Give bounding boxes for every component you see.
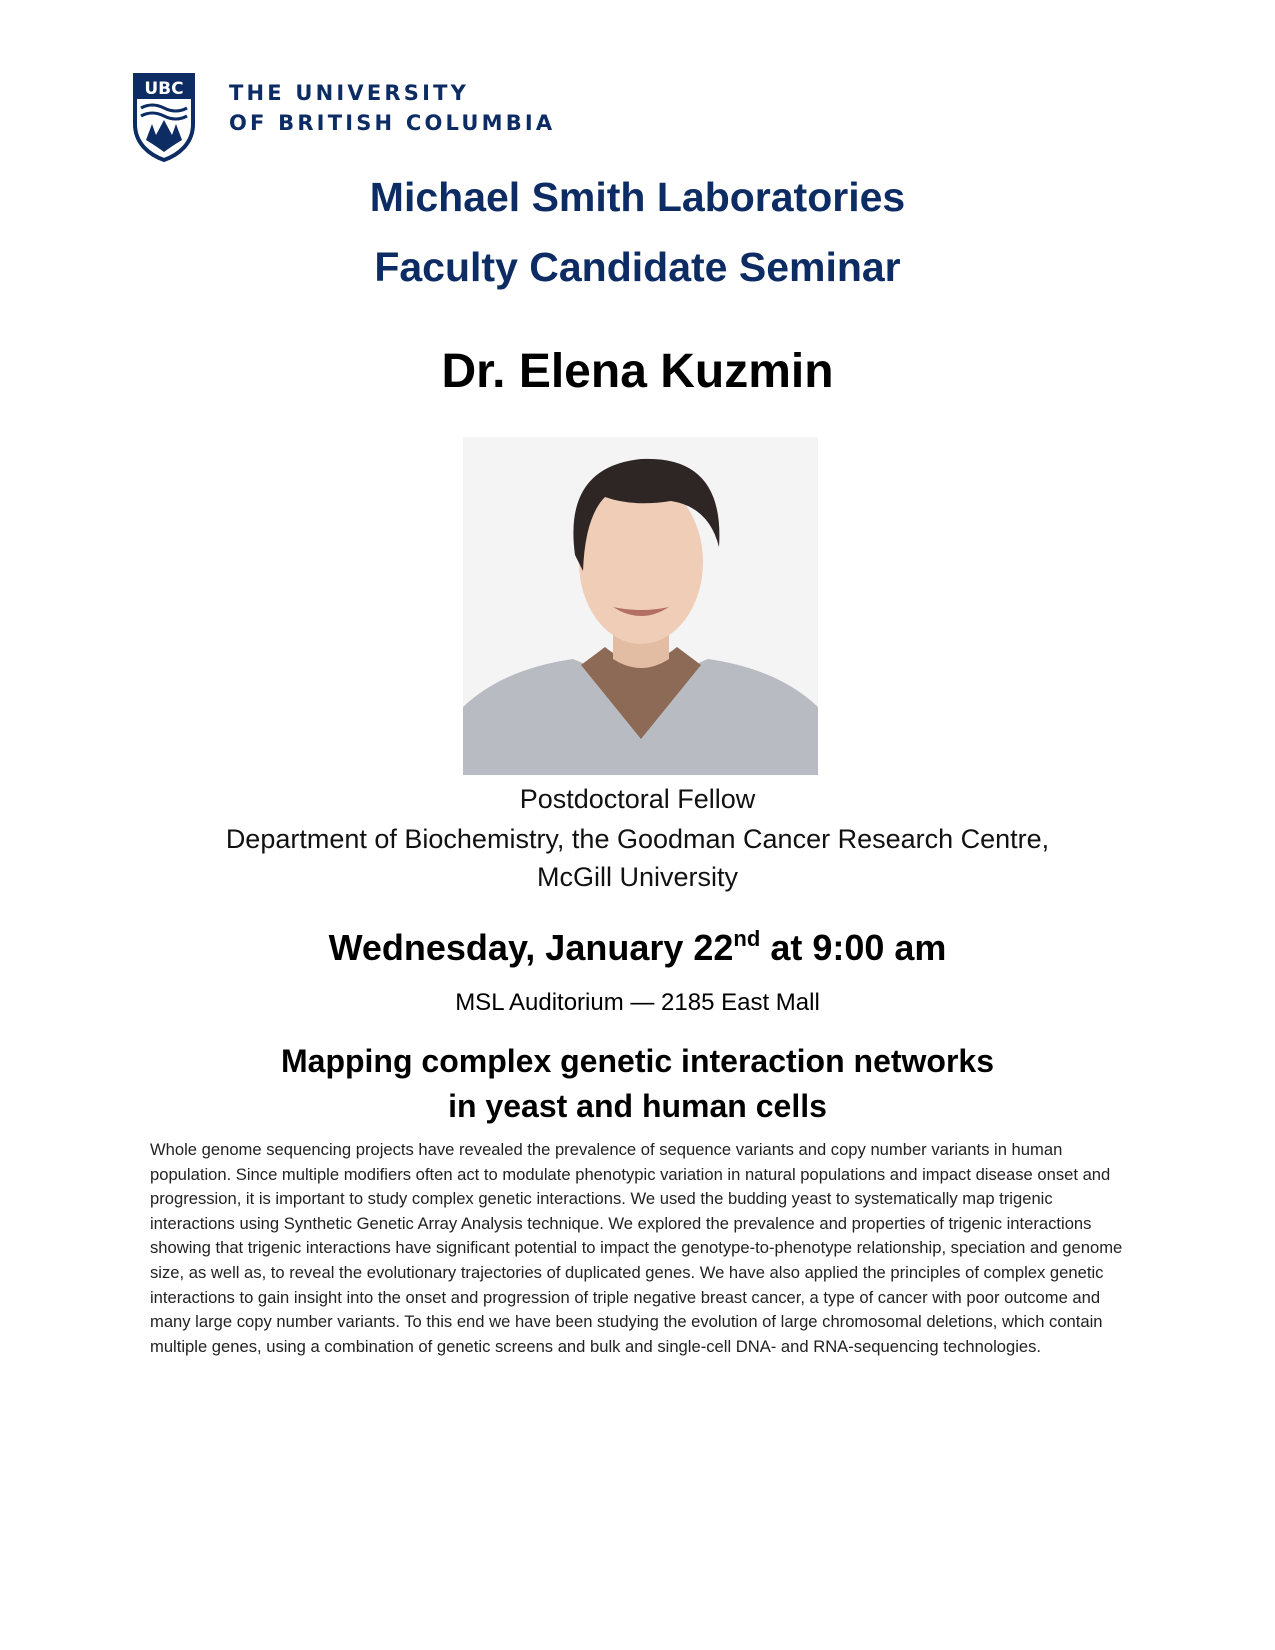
talk-title-line1: Mapping complex genetic interaction networks [280,1043,994,1079]
speaker-photo [463,437,818,775]
university-name-line2: OF BRITISH COLUMBIA [229,111,556,135]
talk-abstract: Whole genome sequencing projects have revealed the prevalence of sequence variants and copy number variants in human population. Since multiple modifiers often act to modulate phenotypic variation in natural populations and impact disease onset and progression, it is important to study complex genetic interactions. We used the budding yeast to systematically map trigenic interactions using Synthetic Genetic Array Analysis technique. We explored the prevalence and properties of trigenic interactions showing that trigenic interactions have significant potential to impact the genotype-to-phenotype relationship, speciation and genome size, as well as, to reveal the evolutionary trajectories of duplicated genes. We have also applied the principles of complex genetic interactions to gain insight into the onset and progression of triple negative breast cancer, a type of cancer with poor outcome and many large copy number variants. To this end we have been studying the evolution of large chromosomal deletions, which contain multiple genes, using a combination of genetic screens and bulk and single-cell DNA- and RNA-sequencing technologies. [150,1140,1123,1356]
svg-text:UBC: UBC [144,79,184,99]
speaker-department: Department of Biochemistry, the Goodman Cancer Research Centre, [225,824,1050,854]
university-name-line1: THE UNIVERSITY [229,81,470,105]
university-name [229,78,555,138]
event-date-ordinal: nd [733,926,761,951]
speaker-position: Postdoctoral Fellow [519,784,756,814]
event-venue: MSL Auditorium — 2185 East Mall [455,989,820,1016]
ubc-logo [132,72,556,162]
speaker-institution: McGill University [536,862,738,892]
event-date-main: Wednesday, January 22 [328,927,734,968]
lab-heading: Michael Smith Laboratories [369,174,906,220]
talk-title-line2: in yeast and human cells [448,1088,827,1124]
seminar-heading: Faculty Candidate Seminar [374,244,901,290]
event-date [0,924,1275,972]
ubc-crest-icon [132,72,196,162]
event-time: at 9:00 am [760,927,947,968]
speaker-name: Dr. Elena Kuzmin [441,345,834,398]
